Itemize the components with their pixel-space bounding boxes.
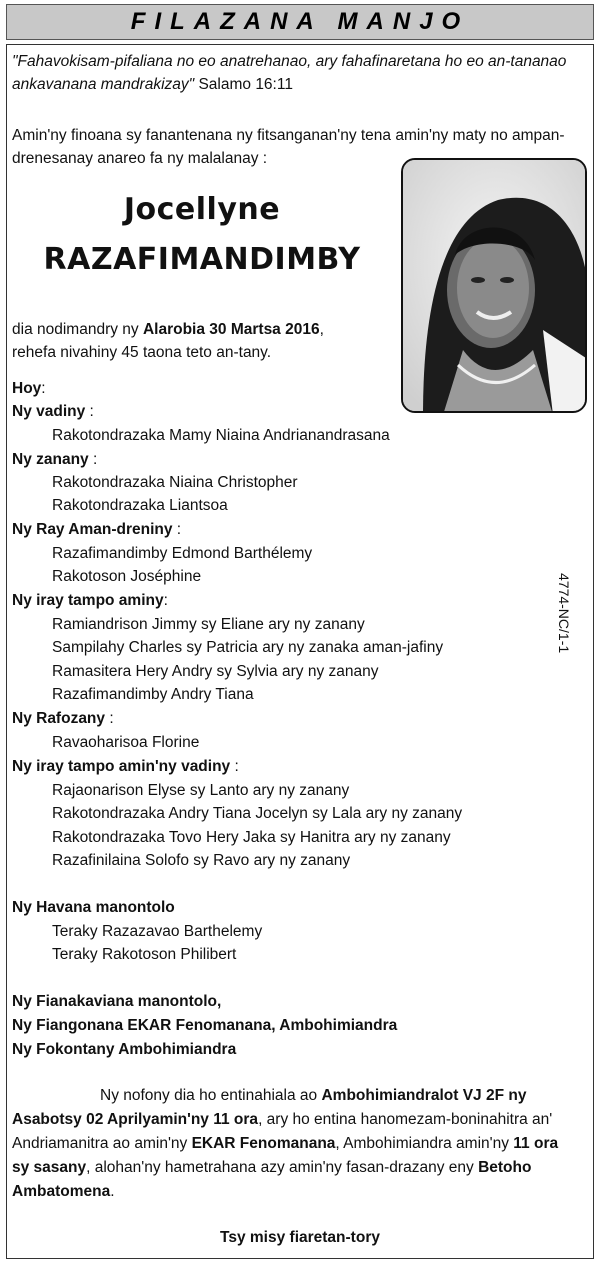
portrait-photo-icon [403, 160, 587, 413]
verse-line-2: ankavanana mandrakizay" Salamo 16:11 [12, 76, 293, 93]
verse-line-1: "Fahavokisam-pifaliana no eo anatrehanao, ary fahafinaretana ho eo an-tananao [12, 53, 567, 70]
relative-name: Teraky Razazavao Barthelemy [52, 923, 263, 940]
death-line-1: dia nodimandry ny Alarobia 30 Martsa 2016, [12, 321, 324, 338]
funeral-line-2: Asabotsy 02 Aprilyamin'ny 11 ora, ary ho entina hanomezam-boninahitra an' [12, 1111, 553, 1128]
parents-label: Ny Ray Aman-dreniny : [12, 521, 182, 538]
footer-note: Tsy misy fiaretan-tory [220, 1229, 380, 1246]
sibling-name: Razafimandimby Andry Tiana [52, 686, 254, 703]
inlaws-label: Ny Rafozany : [12, 710, 114, 727]
relatives-label: Ny Havana manontolo [12, 899, 175, 916]
inlaw-name: Ravaoharisoa Florine [52, 734, 200, 751]
hoy-label: Hoy: [12, 380, 46, 397]
notice-title: FILAZANA MANJO [130, 8, 470, 35]
parent-name: Razafimandimby Edmond Barthélemy [52, 545, 313, 562]
children-label: Ny zanany : [12, 451, 98, 468]
relative-name: Teraky Rakotoson Philibert [52, 946, 237, 963]
deceased-last-name: RAZAFIMANDIMBY [43, 242, 361, 277]
community-line: Ny Fokontany Ambohimiandra [12, 1041, 237, 1058]
community-line: Ny Fianakaviana manontolo, [12, 993, 222, 1010]
death-line-2: rehefa nivahiny 45 taona teto an-tany. [12, 344, 272, 361]
sibling-name: Ramiandrison Jimmy sy Eliane ary ny zanany [52, 616, 365, 633]
portrait-photo [401, 158, 587, 413]
funeral-line-5: Ambatomena. [12, 1183, 115, 1200]
intro-line-2: drenesanay anareo fa ny malalanay : [12, 150, 268, 167]
child-name: Rakotondrazaka Niaina Christopher [52, 474, 298, 491]
funeral-line-4: sy sasany, alohan'ny hametrahana azy amin'ny fasan-drazany eny Betoho [12, 1159, 532, 1176]
funeral-line-1: Ny nofony dia ho entinahiala ao Ambohimiandralot VJ 2F ny [100, 1087, 527, 1104]
deceased-first-name: Jocellyne [123, 192, 281, 227]
sibling-name: Ramasitera Hery Andry sy Sylvia ary ny zanany [52, 663, 379, 680]
spouse-sibling-name: Rakotondrazaka Tovo Hery Jaka sy Hanitra ary ny zanany [52, 829, 451, 846]
spouse-sibling-name: Rakotondrazaka Andry Tiana Jocelyn sy Lala ary ny zanany [52, 805, 463, 822]
spouse-sibling-name: Rajaonarison Elyse sy Lanto ary ny zanany [52, 782, 350, 799]
sibling-name: Sampilahy Charles sy Patricia ary ny zanaka aman-jafiny [52, 639, 444, 656]
spouse-sibling-name: Razafinilaina Solofo sy Ravo ary ny zanany [52, 852, 351, 869]
intro-line-1: Amin'ny finoana sy fanantenana ny fitsanganan'ny tena amin'ny maty no ampan- [12, 127, 565, 144]
reference-code: 4774-NC/1-1 [556, 573, 572, 654]
spouse-name: Rakotondrazaka Mamy Niaina Andrianandrasana [52, 427, 390, 444]
child-name: Rakotondrazaka Liantsoa [52, 497, 228, 514]
siblings-label: Ny iray tampo aminy: [12, 592, 168, 609]
funeral-line-3: Andriamanitra ao amin'ny EKAR Fenomanana, Ambohimiandra amin'ny 11 ora [12, 1135, 559, 1152]
spouse-label: Ny vadiny : [12, 403, 94, 420]
notice-header [6, 4, 594, 40]
parent-name: Rakotoson Joséphine [52, 568, 202, 585]
spouse-siblings-label: Ny iray tampo amin'ny vadiny : [12, 758, 239, 775]
community-line: Ny Fiangonana EKAR Fenomanana, Ambohimiandra [12, 1017, 398, 1034]
